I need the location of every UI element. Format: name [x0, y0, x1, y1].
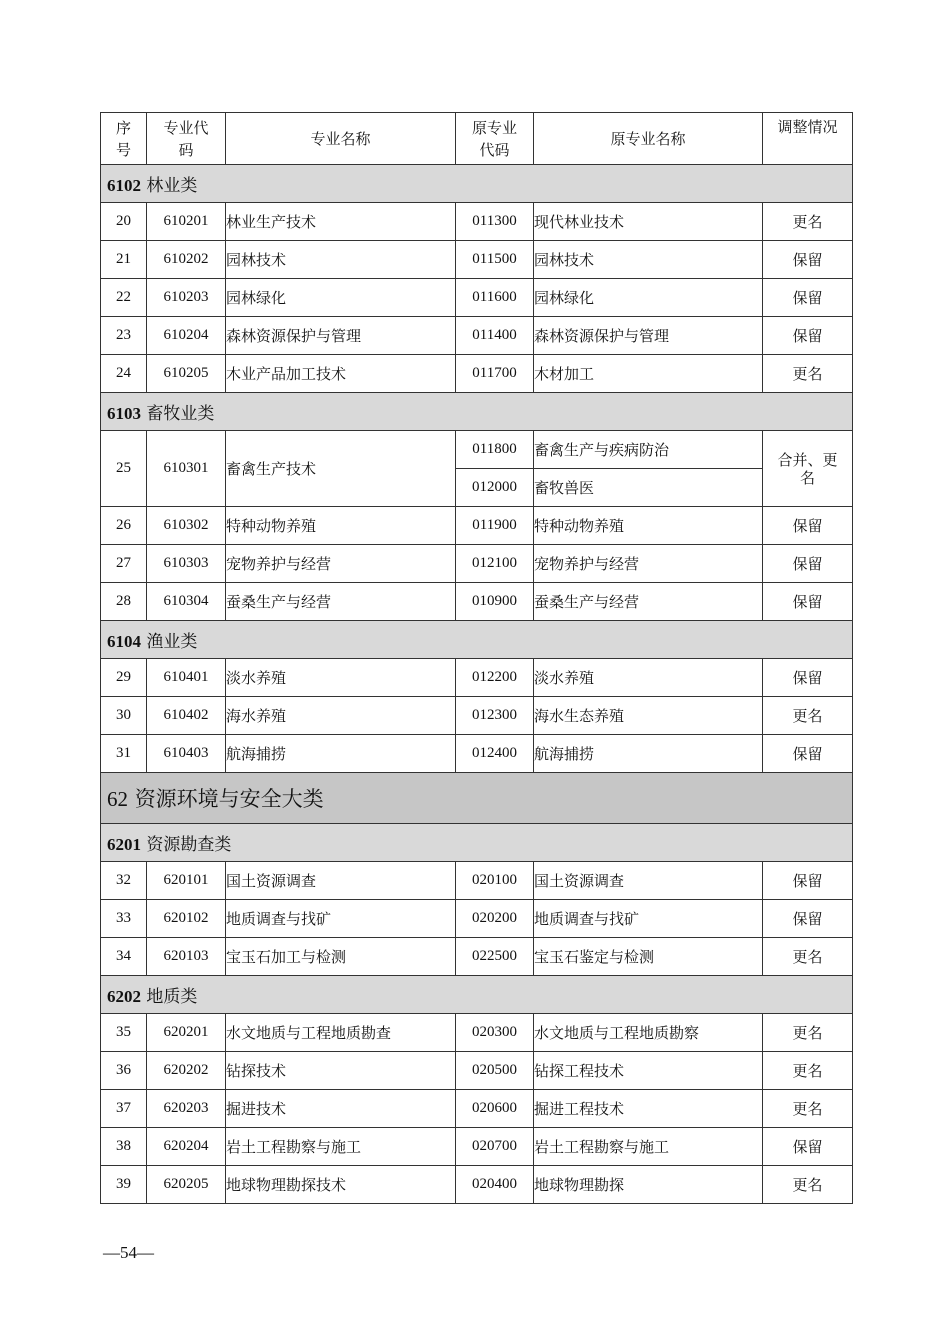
- name-cell: 岩土工程勘察与施工: [226, 1128, 456, 1166]
- seq-cell: 26: [101, 507, 147, 545]
- old-code-cell: 020300: [456, 1014, 534, 1052]
- code-cell: 610403: [147, 735, 226, 773]
- table-row: [101, 1128, 853, 1166]
- old-name-cell: 宠物养护与经营: [534, 545, 763, 583]
- majors-table: [100, 112, 853, 1204]
- table-row: [101, 203, 853, 241]
- seq-cell: 27: [101, 545, 147, 583]
- status-cell: 保留: [763, 545, 853, 583]
- status-cell: 更名: [763, 203, 853, 241]
- code-cell: 610204: [147, 317, 226, 355]
- seq-cell: 31: [101, 735, 147, 773]
- table-row: [101, 431, 853, 469]
- table-row: [101, 545, 853, 583]
- seq-cell: 30: [101, 697, 147, 735]
- seq-cell: 38: [101, 1128, 147, 1166]
- old-name-cell: 园林技术: [534, 241, 763, 279]
- seq-cell: 34: [101, 938, 147, 976]
- seq-cell: 20: [101, 203, 147, 241]
- old-name-cell: 国土资源调查: [534, 862, 763, 900]
- old-name-cell: 森林资源保护与管理: [534, 317, 763, 355]
- category-cell: [101, 621, 853, 659]
- old-name-cell: 淡水养殖: [534, 659, 763, 697]
- category-cell: [101, 773, 853, 824]
- category-cell: [101, 824, 853, 862]
- old-code-cell: 012000: [456, 469, 534, 507]
- seq-cell: 24: [101, 355, 147, 393]
- table-row: [101, 697, 853, 735]
- header-name: 专业名称: [226, 113, 456, 165]
- table-row: [101, 659, 853, 697]
- category-code: 6201: [107, 835, 141, 854]
- status-cell: 保留: [763, 659, 853, 697]
- old-name-cell: 畜禽生产与疾病防治: [534, 431, 763, 469]
- name-cell: 宠物养护与经营: [226, 545, 456, 583]
- seq-cell: 35: [101, 1014, 147, 1052]
- old-code-cell: 011700: [456, 355, 534, 393]
- name-cell: 海水养殖: [226, 697, 456, 735]
- table-row: [101, 900, 853, 938]
- category-cell: [101, 165, 853, 203]
- code-cell: 610201: [147, 203, 226, 241]
- old-code-cell: 012100: [456, 545, 534, 583]
- category-title: 地质类: [146, 987, 198, 1007]
- code-cell: 620201: [147, 1014, 226, 1052]
- table-row: [101, 507, 853, 545]
- code-cell: 610304: [147, 583, 226, 621]
- category-row: [101, 621, 853, 659]
- seq-cell: 33: [101, 900, 147, 938]
- name-cell: 掘进技术: [226, 1090, 456, 1128]
- old-name-cell: 特种动物养殖: [534, 507, 763, 545]
- old-name-cell: 地质调查与找矿: [534, 900, 763, 938]
- old-name-cell: 宝玉石鉴定与检测: [534, 938, 763, 976]
- status-cell: 保留: [763, 507, 853, 545]
- status-cell: 更名: [763, 355, 853, 393]
- old-code-cell: 020600: [456, 1090, 534, 1128]
- header-old-code: 原专业 代码: [456, 113, 534, 165]
- page-number: —54—: [103, 1243, 154, 1262]
- old-code-cell: 012200: [456, 659, 534, 697]
- category-code: 6104: [107, 632, 141, 651]
- code-cell: 610401: [147, 659, 226, 697]
- code-cell: 620204: [147, 1128, 226, 1166]
- status-cell: 保留: [763, 583, 853, 621]
- old-name-cell: 水文地质与工程地质勘察: [534, 1014, 763, 1052]
- status-cell: 更名: [763, 697, 853, 735]
- status-cell: 保留: [763, 862, 853, 900]
- code-cell: 610202: [147, 241, 226, 279]
- status-cell: 保留: [763, 900, 853, 938]
- header-code: 专业代 码: [147, 113, 226, 165]
- name-cell: 园林技术: [226, 241, 456, 279]
- category-title: 资源勘查类: [146, 835, 232, 855]
- old-code-cell: 010900: [456, 583, 534, 621]
- category-title: 资源环境与安全大类: [134, 787, 324, 811]
- old-code-cell: 020100: [456, 862, 534, 900]
- name-cell: 地质调查与找矿: [226, 900, 456, 938]
- category-code: 6202: [107, 987, 141, 1006]
- status-cell: 更名: [763, 1014, 853, 1052]
- name-cell: 水文地质与工程地质勘查: [226, 1014, 456, 1052]
- seq-cell: 37: [101, 1090, 147, 1128]
- old-code-cell: 011300: [456, 203, 534, 241]
- category-code: 62: [107, 787, 128, 811]
- status-cell: 保留: [763, 317, 853, 355]
- category-code: 6102: [107, 176, 141, 195]
- status-cell: 保留: [763, 279, 853, 317]
- header-old-name: 原专业名称: [534, 113, 763, 165]
- old-code-cell: 020700: [456, 1128, 534, 1166]
- category-row: [101, 824, 853, 862]
- code-cell: 610301: [147, 431, 226, 507]
- status-cell: 合并、更名: [763, 431, 853, 507]
- name-cell: 宝玉石加工与检测: [226, 938, 456, 976]
- header-seq: 序 号: [101, 113, 147, 165]
- code-cell: 610303: [147, 545, 226, 583]
- category-title: 畜牧业类: [146, 404, 215, 424]
- code-cell: 610302: [147, 507, 226, 545]
- old-name-cell: 木材加工: [534, 355, 763, 393]
- table-row: [101, 583, 853, 621]
- table-row: [101, 1052, 853, 1090]
- table-row: [101, 1166, 853, 1204]
- name-cell: 木业产品加工技术: [226, 355, 456, 393]
- header-row: [101, 113, 853, 165]
- category-row: [101, 976, 853, 1014]
- name-cell: 国土资源调查: [226, 862, 456, 900]
- old-name-cell: 掘进工程技术: [534, 1090, 763, 1128]
- status-cell: 更名: [763, 1090, 853, 1128]
- old-code-cell: 020400: [456, 1166, 534, 1204]
- old-code-cell: 011500: [456, 241, 534, 279]
- code-cell: 620103: [147, 938, 226, 976]
- status-cell: 保留: [763, 735, 853, 773]
- major-category-row: [101, 773, 853, 824]
- seq-cell: 36: [101, 1052, 147, 1090]
- code-cell: 610203: [147, 279, 226, 317]
- code-cell: 610205: [147, 355, 226, 393]
- status-cell: 保留: [763, 1128, 853, 1166]
- old-code-cell: 020500: [456, 1052, 534, 1090]
- old-code-cell: 011800: [456, 431, 534, 469]
- category-cell: [101, 976, 853, 1014]
- name-cell: 园林绿化: [226, 279, 456, 317]
- category-cell: [101, 393, 853, 431]
- code-cell: 620205: [147, 1166, 226, 1204]
- status-cell: 更名: [763, 1052, 853, 1090]
- code-cell: 620203: [147, 1090, 226, 1128]
- status-cell: 更名: [763, 1166, 853, 1204]
- category-row: [101, 393, 853, 431]
- name-cell: 畜禽生产技术: [226, 431, 456, 507]
- old-name-cell: 现代林业技术: [534, 203, 763, 241]
- table-row: [101, 938, 853, 976]
- old-code-cell: 020200: [456, 900, 534, 938]
- seq-cell: 25: [101, 431, 147, 507]
- table-row: [101, 279, 853, 317]
- seq-cell: 29: [101, 659, 147, 697]
- old-name-cell: 钻探工程技术: [534, 1052, 763, 1090]
- table-row: [101, 1090, 853, 1128]
- name-cell: 钻探技术: [226, 1052, 456, 1090]
- old-name-cell: 畜牧兽医: [534, 469, 763, 507]
- old-name-cell: 海水生态养殖: [534, 697, 763, 735]
- old-name-cell: 岩土工程勘察与施工: [534, 1128, 763, 1166]
- name-cell: 淡水养殖: [226, 659, 456, 697]
- category-code: 6103: [107, 404, 141, 423]
- name-cell: 蚕桑生产与经营: [226, 583, 456, 621]
- seq-cell: 39: [101, 1166, 147, 1204]
- status-cell: 更名: [763, 938, 853, 976]
- category-row: [101, 165, 853, 203]
- status-cell: 保留: [763, 241, 853, 279]
- seq-cell: 32: [101, 862, 147, 900]
- old-code-cell: 011400: [456, 317, 534, 355]
- seq-cell: 23: [101, 317, 147, 355]
- header-status: 调整情况: [763, 113, 853, 165]
- seq-cell: 28: [101, 583, 147, 621]
- seq-cell: 21: [101, 241, 147, 279]
- table-row: [101, 241, 853, 279]
- code-cell: 620102: [147, 900, 226, 938]
- table-row: [101, 317, 853, 355]
- table-row: [101, 355, 853, 393]
- code-cell: 620202: [147, 1052, 226, 1090]
- old-code-cell: 022500: [456, 938, 534, 976]
- table-row: [101, 862, 853, 900]
- old-name-cell: 航海捕捞: [534, 735, 763, 773]
- name-cell: 航海捕捞: [226, 735, 456, 773]
- old-code-cell: 012300: [456, 697, 534, 735]
- old-code-cell: 011600: [456, 279, 534, 317]
- code-cell: 620101: [147, 862, 226, 900]
- old-code-cell: 012400: [456, 735, 534, 773]
- table-row: [101, 735, 853, 773]
- seq-cell: 22: [101, 279, 147, 317]
- old-code-cell: 011900: [456, 507, 534, 545]
- old-name-cell: 园林绿化: [534, 279, 763, 317]
- table-row: [101, 1014, 853, 1052]
- code-cell: 610402: [147, 697, 226, 735]
- name-cell: 森林资源保护与管理: [226, 317, 456, 355]
- old-name-cell: 地球物理勘探: [534, 1166, 763, 1204]
- name-cell: 特种动物养殖: [226, 507, 456, 545]
- name-cell: 地球物理勘探技术: [226, 1166, 456, 1204]
- category-title: 渔业类: [146, 632, 198, 652]
- category-title: 林业类: [146, 176, 198, 196]
- name-cell: 林业生产技术: [226, 203, 456, 241]
- old-name-cell: 蚕桑生产与经营: [534, 583, 763, 621]
